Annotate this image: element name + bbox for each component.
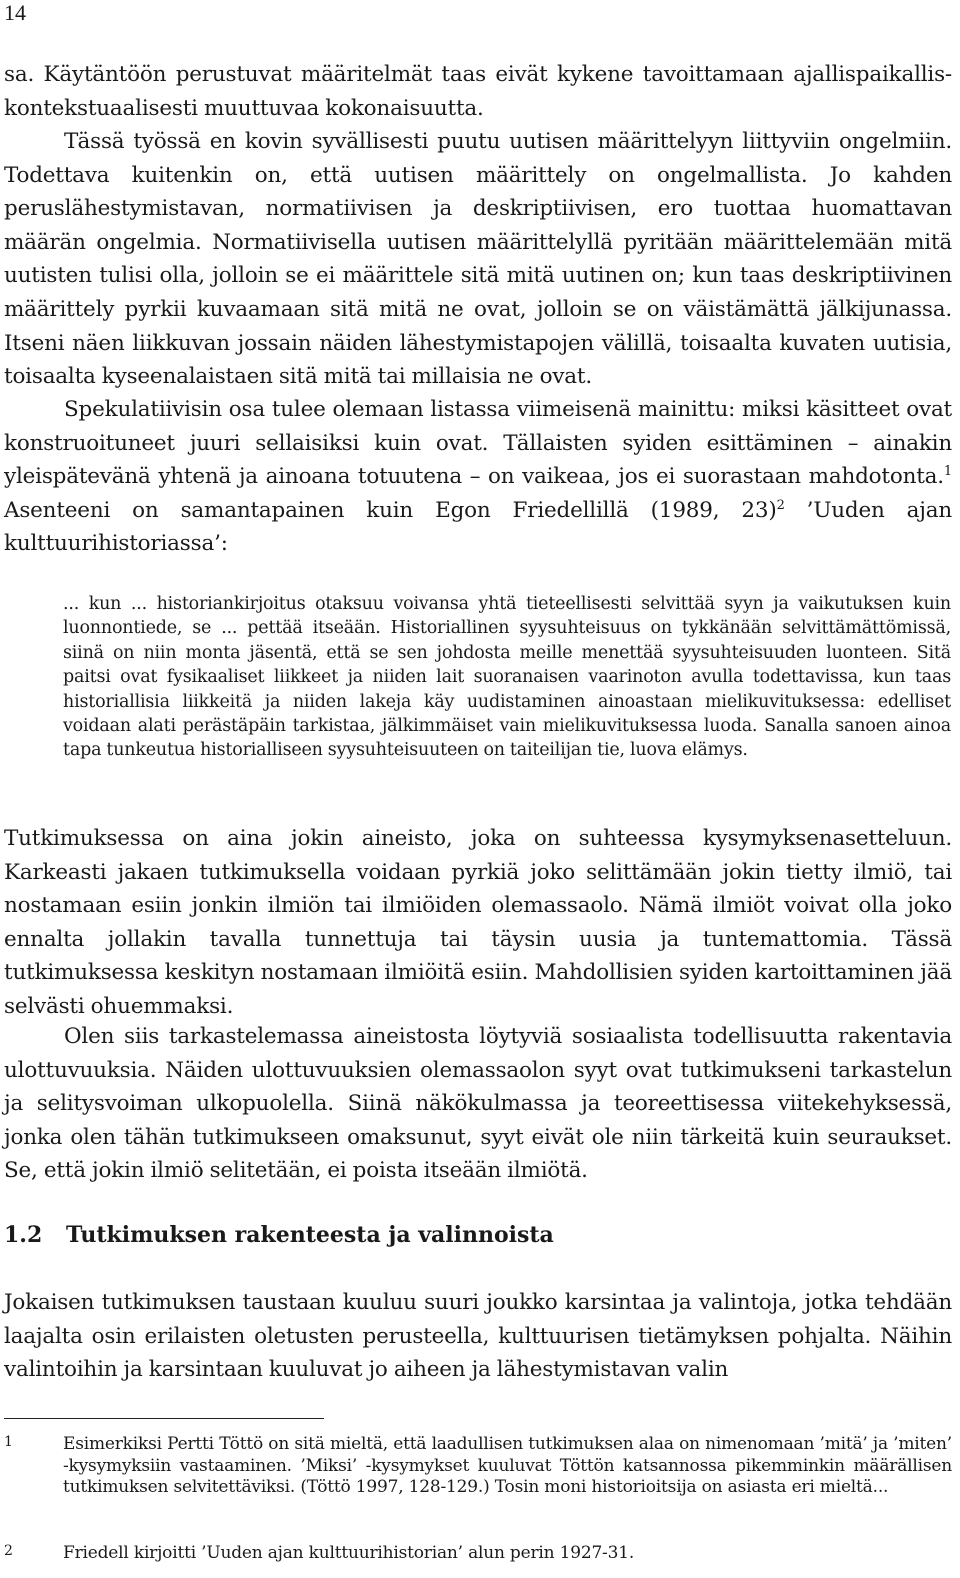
footnote-ref-1: 1 [943,464,952,480]
footnote-1 [4,1434,952,1499]
paragraph-dimensions: Olen siis tarkastelemassa aineistosta löytyviä sosiaalista todellisuutta rakentavia ulottuvuuksia. Näiden ulottuvuuksien olemassaolon syyt ovat tutkimukseni tarkastelun ja selitysvoiman ulkopuolella. Siinä näkökulmassa ja teoreettisessa viitekehyksessä, jonka olen tähän tutkimukseen omaksunut, syyt eivät ole niin tärkeitä kuin seuraukset. Se, että jokin ilmiö selitetään, ei poista itseään ilmiötä. [4,1024,952,1184]
paragraph-continuation: sa. Käytäntöön perustuvat määritelmät taas eivät kykene tavoittamaan ajallispaikallis-kontekstuaalisesti muuttuvaa kokonaisuutta. [4,62,952,121]
footnote-ref-2: 2 [776,497,785,513]
footnote-2 [4,1543,952,1565]
block-quote: ... kun ... historiankirjoitus otaksuu voivansa yhtä tieteellisesti selvittää syyn ja vaikutuksen kuin luonnontiede, se ... pettää itseään. Historiallinen syysuhteisuus on tykkänään selvittämättömissä, siinä on niin monta jäsentä, että se sen johdosta meille menettää syysuhteisuuden luonteen. Sitä paitsi ovat fysikaaliset liikkeet ja niiden lait suoranaisen vaarinoton avulla todettavissa, kun taas historiallisia liikkeitä ja niiden lakeja käy uudistaminen ainoastaan mielikuvituksessa: edelliset voidaan alati perästäpäin tarkistaa, jälkimmäiset vain mielikuvituksessa luoda. Sanalla sanoen ainoa tapa tunkeutua historialliseen syysuhteisuuteen on taiteilijan tie, luova elämys. [63,594,951,761]
footnote-number: 1 [4,1434,13,1450]
paragraph-speculative-text-a: Spekulatiivisin osa tulee olemaan listassa viimeisenä mainittu: miksi käsitteet ovat konstruoituneet juuri sellaisiksi kuin ovat. Tällaisten syiden esittäminen – ainakin yleispätevänä yhtenä ja ainoana totuutena – on vaikeaa, jos ei suorastaan mahdotonta. [4,397,952,490]
section-title: Tutkimuksen rakenteesta ja valinnoista [66,1222,554,1248]
paragraph-speculative-text-b: Asenteeni on samantapainen kuin Egon Friedellillä (1989, 23) [4,497,777,523]
section-number: 1.2 [4,1222,43,1248]
paragraph-choices: Jokaisen tutkimuksen taustaan kuuluu suuri joukko karsintaa ja valintoja, jotka tehdään laajalta osin erilaisten oletusten perusteella, kulttuurisen tietämyksen pohjalta. Näihin valintoihin ja karsintaan kuuluvat jo aiheen ja lähestymistavan valin [4,1290,952,1383]
section-heading [4,1218,554,1252]
footnote-number: 2 [4,1543,13,1559]
footnote-text: Esimerkiksi Pertti Töttö on sitä mieltä, että laadullisen tutkimuksen alaa on nimenomaan ’mitä’ ja ’miten’ -kysymyksiin vastaaminen. ’Miksi’ -kysymykset kuuluvat Töttön katsannossa pikemminkin määrällisen tutkimuksen selvitettäviksi. (Töttö 1997, 128-129.) Tosin moni historioitsija on asiasta eri mieltä... [63,1434,952,1497]
footnote-divider [4,1418,324,1419]
paragraph-news-definition: Tässä työssä en kovin syvällisesti puutu uutisen määrittelyyn liittyviin ongelmiin. Todettava kuitenkin on, että uutisen määrittely on ongelmallista. Jo kahden peruslähestymistavan, normatiivisen ja deskriptiivisen, ero tuottaa huomattavan määrän ongelmia. Normatiivisella uutisen määrittelyllä pyritään määrittelemään mitä uutisten tulisi olla, jolloin se ei määrittele sitä mitä uutinen on; kun taas deskriptiivinen määrittely pyrkii kuvaamaan sitä mitä ne ovat, jolloin se on väistämättä jälkijunassa. Itseni näen liikkuvan jossain näiden lähestymistapojen välillä, toisaalta kuvaten uutisia, toisaalta kyseenalaistaen sitä mitä tai millaisia ne ovat. [4,129,952,390]
paragraph-speculative [4,393,952,561]
page-number: 14 [4,0,26,25]
paragraph-speculative-text-c: ’Uuden ajan kulttuurihistoriassa’: [4,497,952,557]
footnote-text: Friedell kirjoitti ’Uuden ajan kulttuurihistorian’ alun perin 1927-31. [63,1543,635,1563]
paragraph-research-material: Tutkimuksessa on aina jokin aineisto, joka on suhteessa kysymyksenasetteluun. Karkeasti jakaen tutkimuksella voidaan pyrkiä joko selittämään jokin tietty ilmiö, tai nostamaan esiin jonkin ilmiön tai ilmiöiden olemassaolo. Nämä ilmiöt voivat olla joko ennalta jollakin tavalla tunnettuja tai täysin uusia ja tuntemattomia. Tässä tutkimuksessa keskityn nostamaan ilmiöitä esiin. Mahdollisien syiden kartoittaminen jää selvästi ohuemmaksi. [4,826,952,1019]
